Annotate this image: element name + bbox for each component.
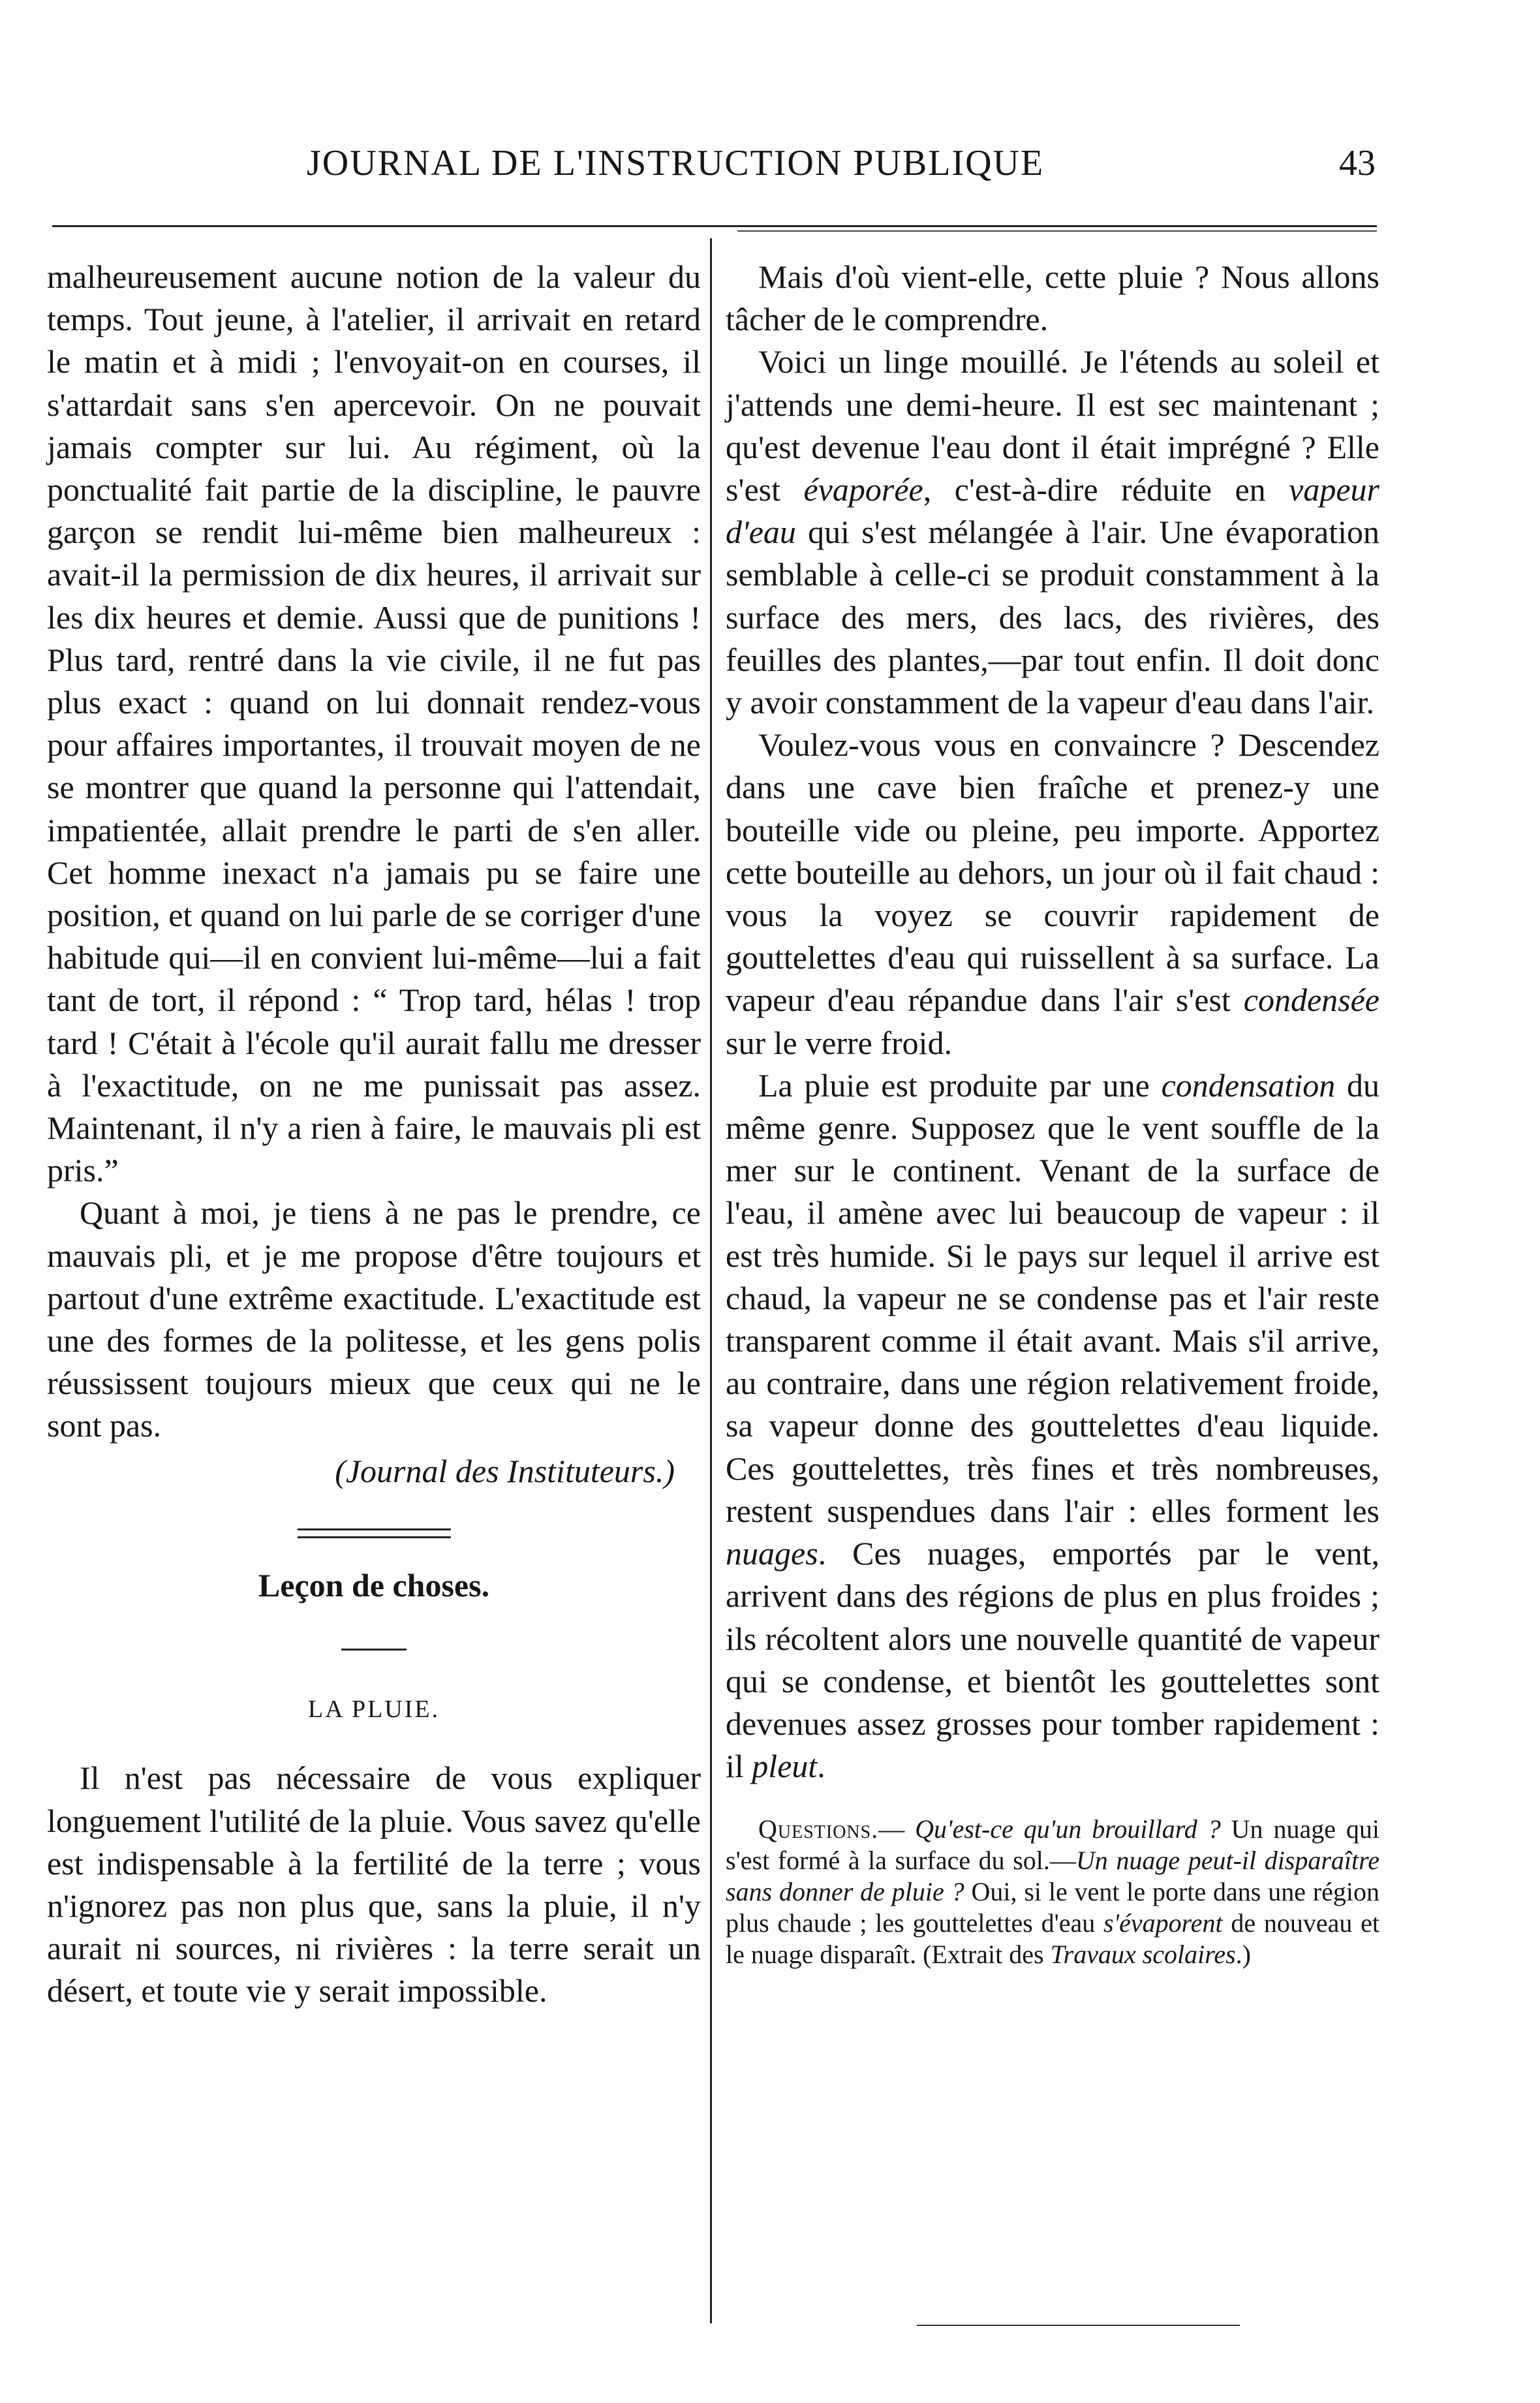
rp4-emph-condensation: condensation <box>1161 1066 1336 1104</box>
rp2-text-c: qui s'est mélangée à l'air. Une évaporation semblable à celle-ci se produit constamment à la surface des mers, des lacs, des rivières, des feuilles des plantes,—par tout enfin. Il doit donc y avoir constamment de la vapeur d'eau dans l'air. <box>726 514 1379 721</box>
column-divider <box>710 238 712 2323</box>
rp3-emph-condensee: condensée <box>1243 982 1379 1019</box>
q-text-2: Oui, si le vent le porte dans une région plus chaude ; les gouttelettes d'eau <box>726 1877 1380 1938</box>
rp4-text-b: du même genre. Supposez que le vent souffle de la mer sur le continent. Venant de la surface de l'eau, il amène avec lui beaucoup de vapeur : il est très humide. Si le pays sur lequel il arrive est chaud, la vapeur ne se condense pas et l'air reste transparent comme il était avant. Mais s'il arrive, au contraire, dans une région relativement froide, sa vapeur donne des gouttelettes d'eau liquide. Ces gouttelettes, très fines et très nombreuses, restent suspendues dans l'air : elles forment les <box>726 1066 1379 1529</box>
journal-title: JOURNAL DE L'INSTRUCTION PUBLIQUE <box>307 143 1045 183</box>
q-dash: — <box>878 1814 916 1844</box>
header-rule <box>52 225 1377 227</box>
running-head <box>0 142 1540 194</box>
q-emph-4: Travaux scolaires <box>1050 1940 1236 1970</box>
right-paragraph-1: Mais d'où vient-elle, cette pluie ? Nous allons tâcher de le comprendre. <box>726 258 1379 338</box>
q-emph-1: Qu'est-ce qu'un brouillard ? <box>915 1814 1221 1844</box>
q-text-3: de nouveau et le nuage disparaît. (Extrait des <box>726 1908 1379 1970</box>
right-paragraph-3 <box>726 724 1379 1064</box>
rp3-text-a: Voulez-vous vous en convaincre ? Descendez dans une cave bien fraîche et prenez-y une bouteille vide ou pleine, peu importe. Apportez cette bouteille au dehors, un jour où il fait chaud : vous la voyez se couvrir rapidement de gouttelettes d'eau qui ruissellent à sa surface. La vapeur d'eau répandue dans l'air s'est <box>726 726 1379 1019</box>
questions-label: Questions. <box>758 1814 879 1844</box>
q-text-1: Un nuage qui s'est formé à la surface du sol.— <box>726 1814 1380 1876</box>
q-emph-3: s'évaporent <box>1103 1908 1223 1938</box>
rp3-text-b: sur le verre froid. <box>726 1024 953 1061</box>
section-short-rule <box>341 1649 407 1651</box>
header-rule-secondary <box>737 230 1377 232</box>
left-column <box>47 256 701 2013</box>
page-number: 43 <box>1339 143 1376 183</box>
rp4-text-d: . <box>817 1748 825 1785</box>
rp4-text-a: La pluie est produite par une <box>758 1066 1162 1104</box>
lesson-subtitle: LA PLUIE. <box>307 1696 440 1724</box>
rp2-text-a: Voici un linge mouillé. Je l'étends au soleil et j'attends une demi-heure. Il est sec maintenant ; qu'est devenue l'eau dont il était imprégné ? Elle s'est <box>726 343 1379 508</box>
attribution: (Journal des Instituteurs.) <box>335 1452 675 1489</box>
right-column <box>726 256 1379 1970</box>
right-paragraph-2 <box>726 341 1379 724</box>
left-paragraph-3: Il n'est pas nécessaire de vous expliquer longuement l'utilité de la pluie. Vous savez qu'elle est indispensable à la fertilité de la terre ; vous n'ignorez pas non plus que, sans la pluie, il n'y aurait ni sources, ni rivières : la terre serait un désert, et toute vie y serait impossible. <box>47 1760 701 2009</box>
rp2-text-b: , c'est-à-dire réduite en <box>923 471 1289 508</box>
q-emph-2: Un nuage peut-il disparaître sans donner de pluie ? <box>726 1846 1379 1907</box>
rp4-text-c: . Ces nuages, emportés par le vent, arrivent dans des régions de plus en plus froides ; ils récoltent alors une nouvelle quantité de vapeur qui se condense, et bientôt les gouttelettes sont devenues assez grosses pour tomber rapidement : il <box>726 1535 1379 1785</box>
rp2-emph-vapeur: vapeur d'eau <box>726 471 1379 551</box>
section-title: Leçon de choses. <box>258 1566 490 1604</box>
left-paragraph-2: Quant à moi, je tiens à ne pas le prendre, ce mauvais pli, et je me propose d'être toujours et partout d'une extrême exactitude. L'exactitude est une des formes de la politesse, et les gens polis réussissent toujours mieux que ceux qui ne le sont pas. <box>47 1194 701 1444</box>
questions-block <box>726 1814 1379 1970</box>
footer-rule <box>917 2325 1240 2326</box>
section-double-rule <box>298 1528 451 1538</box>
rp4-emph-nuages: nuages <box>726 1535 818 1572</box>
q-text-4: .) <box>1235 1940 1251 1970</box>
left-paragraph-1: malheureusement aucune notion de la valeur du temps. Tout jeune, à l'atelier, il arrivait en retard le matin et à midi ; l'envoyait-on en courses, il s'attardait sans s'en apercevoir. On ne pouvait jamais compter sur lui. Au régiment, où la ponctualité fait partie de la discipline, le pauvre garçon se rendit lui-même bien malheureux : avait-il la permission de dix heures, il arrivait sur les dix heures et demie. Aussi que de punitions ! Plus tard, rentré dans la vie civile, il ne fut pas plus exact : quand on lui donnait rendez-vous pour affaires importantes, il trouvait moyen de ne se montrer que quand la personne qui l'attendait, impatientée, allait prendre le parti de s'en aller. Cet homme inexact n'a jamais pu se faire une position, et quand on lui parle de se corriger d'une habitude qui—il en convient lui-même—lui a fait tant de tort, il répond : “ Trop tard, hélas ! trop tard ! C'était à l'école qu'il aurait fallu me dresser à l'exactitude, on ne me punissait pas assez. Maintenant, il n'y a rien à faire, le mauvais pli est pris.” <box>47 258 701 1189</box>
right-paragraph-4 <box>726 1064 1379 1788</box>
rp2-emph-evaporee: évaporée <box>803 471 923 508</box>
rp4-emph-pleut: pleut <box>752 1748 818 1785</box>
